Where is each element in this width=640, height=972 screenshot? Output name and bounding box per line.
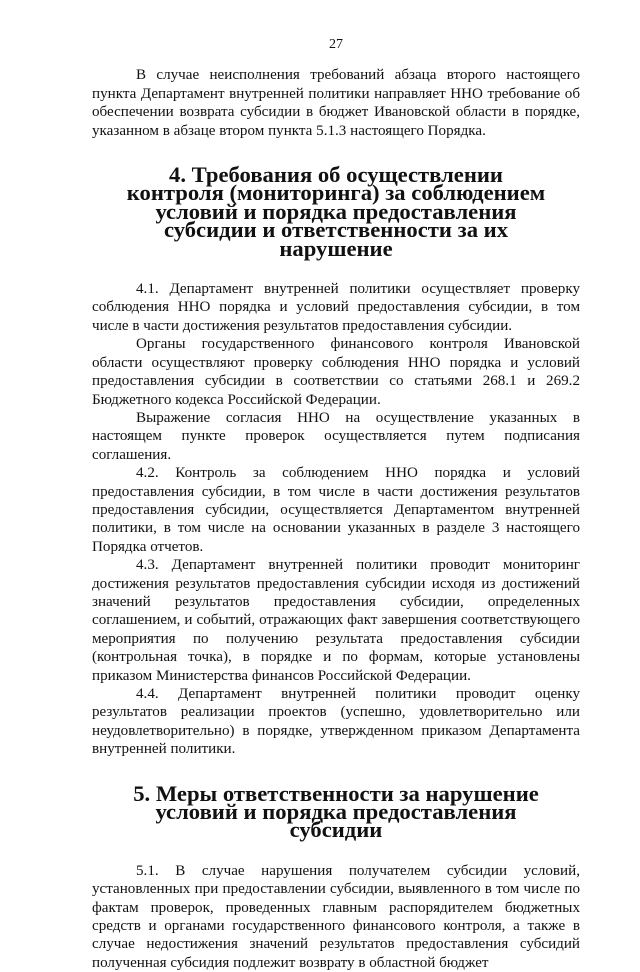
page-number: 27 (329, 37, 343, 52)
paragraph-5-1: 5.1. В случае нарушения получателем субсидии условий, установленных при предоставлении субсидии, выявленного в том числе по фактам проверок, проведенных главным распорядителем бюджетных средств и органами государственного финансового контроля, а также в случае недостижения значений результатов предоставления субсидий полученная субсидия подлежит возврату в областной бюджет (92, 862, 580, 971)
paragraph-4-1-oversight: Органы государственного финансового контроля Ивановской области осуществляют проверку соблюдения ННО порядка и условий предоставления субсидии в соответствии со статьями 268.1 и 269.2 Бюджетного кодекса Российской Федерации. (92, 336, 580, 408)
paragraph-4-1: 4.1. Департамент внутренней политики осуществляет проверку соблюдения ННО порядка и условий предоставления субсидии, в том числе в части достижения результатов предоставления субсидии. (92, 281, 580, 334)
section-4-heading: 4. Требования об осуществлении контроля (мониторинга) за соблюдением условий и порядка предоставления субсидии и ответственности за их нарушение (126, 162, 546, 261)
paragraph-4-3: 4.3. Департамент внутренней политики проводит мониторинг достижения результатов предоставления субсидии исходя из достижений значений результатов предоставления субсидии, определенных соглашением, и событий, отражающих факт завершения соответствующего мероприятия по получению результата предоставления субсидии (контрольная точка), в порядке и по формам, которые установлены приказом Министерства финансов Российской Федерации. (92, 557, 580, 684)
spacer (92, 840, 580, 862)
intro-paragraph: В случае неисполнения требований абзаца второго настоящего пункта Департамент внутренней политики направляет ННО требование об обеспечении возврата субсидии в бюджет Ивановской области в порядке, указанном в абзаце втором пункта 5.1.3 настоящего Порядка. (92, 67, 580, 139)
paragraph-4-1-consent: Выражение согласия ННО на осуществление указанных в настоящем пункте проверок осуществляется путем подписания соглашения. (92, 409, 580, 463)
spacer (92, 258, 580, 280)
section-5-heading: 5. Меры ответственности за нарушение условий и порядка предоставления субсидии (133, 780, 539, 843)
paragraph-4-4: 4.4. Департамент внутренней политики проводит оценку результатов реализации проектов (успешно, удовлетворительно или неудовлетворительно) в порядке, утвержденном приказом Департамента внутренней политики. (92, 686, 580, 758)
paragraph-4-2: 4.2. Контроль за соблюдением ННО порядка и условий предоставления субсидии, в том числе в части достижения результатов предоставления субсидии, осуществляется Департаментом внутренней политики, в том числе на основании указанных в разделе 3 настоящего Порядка отчетов. (92, 465, 580, 555)
